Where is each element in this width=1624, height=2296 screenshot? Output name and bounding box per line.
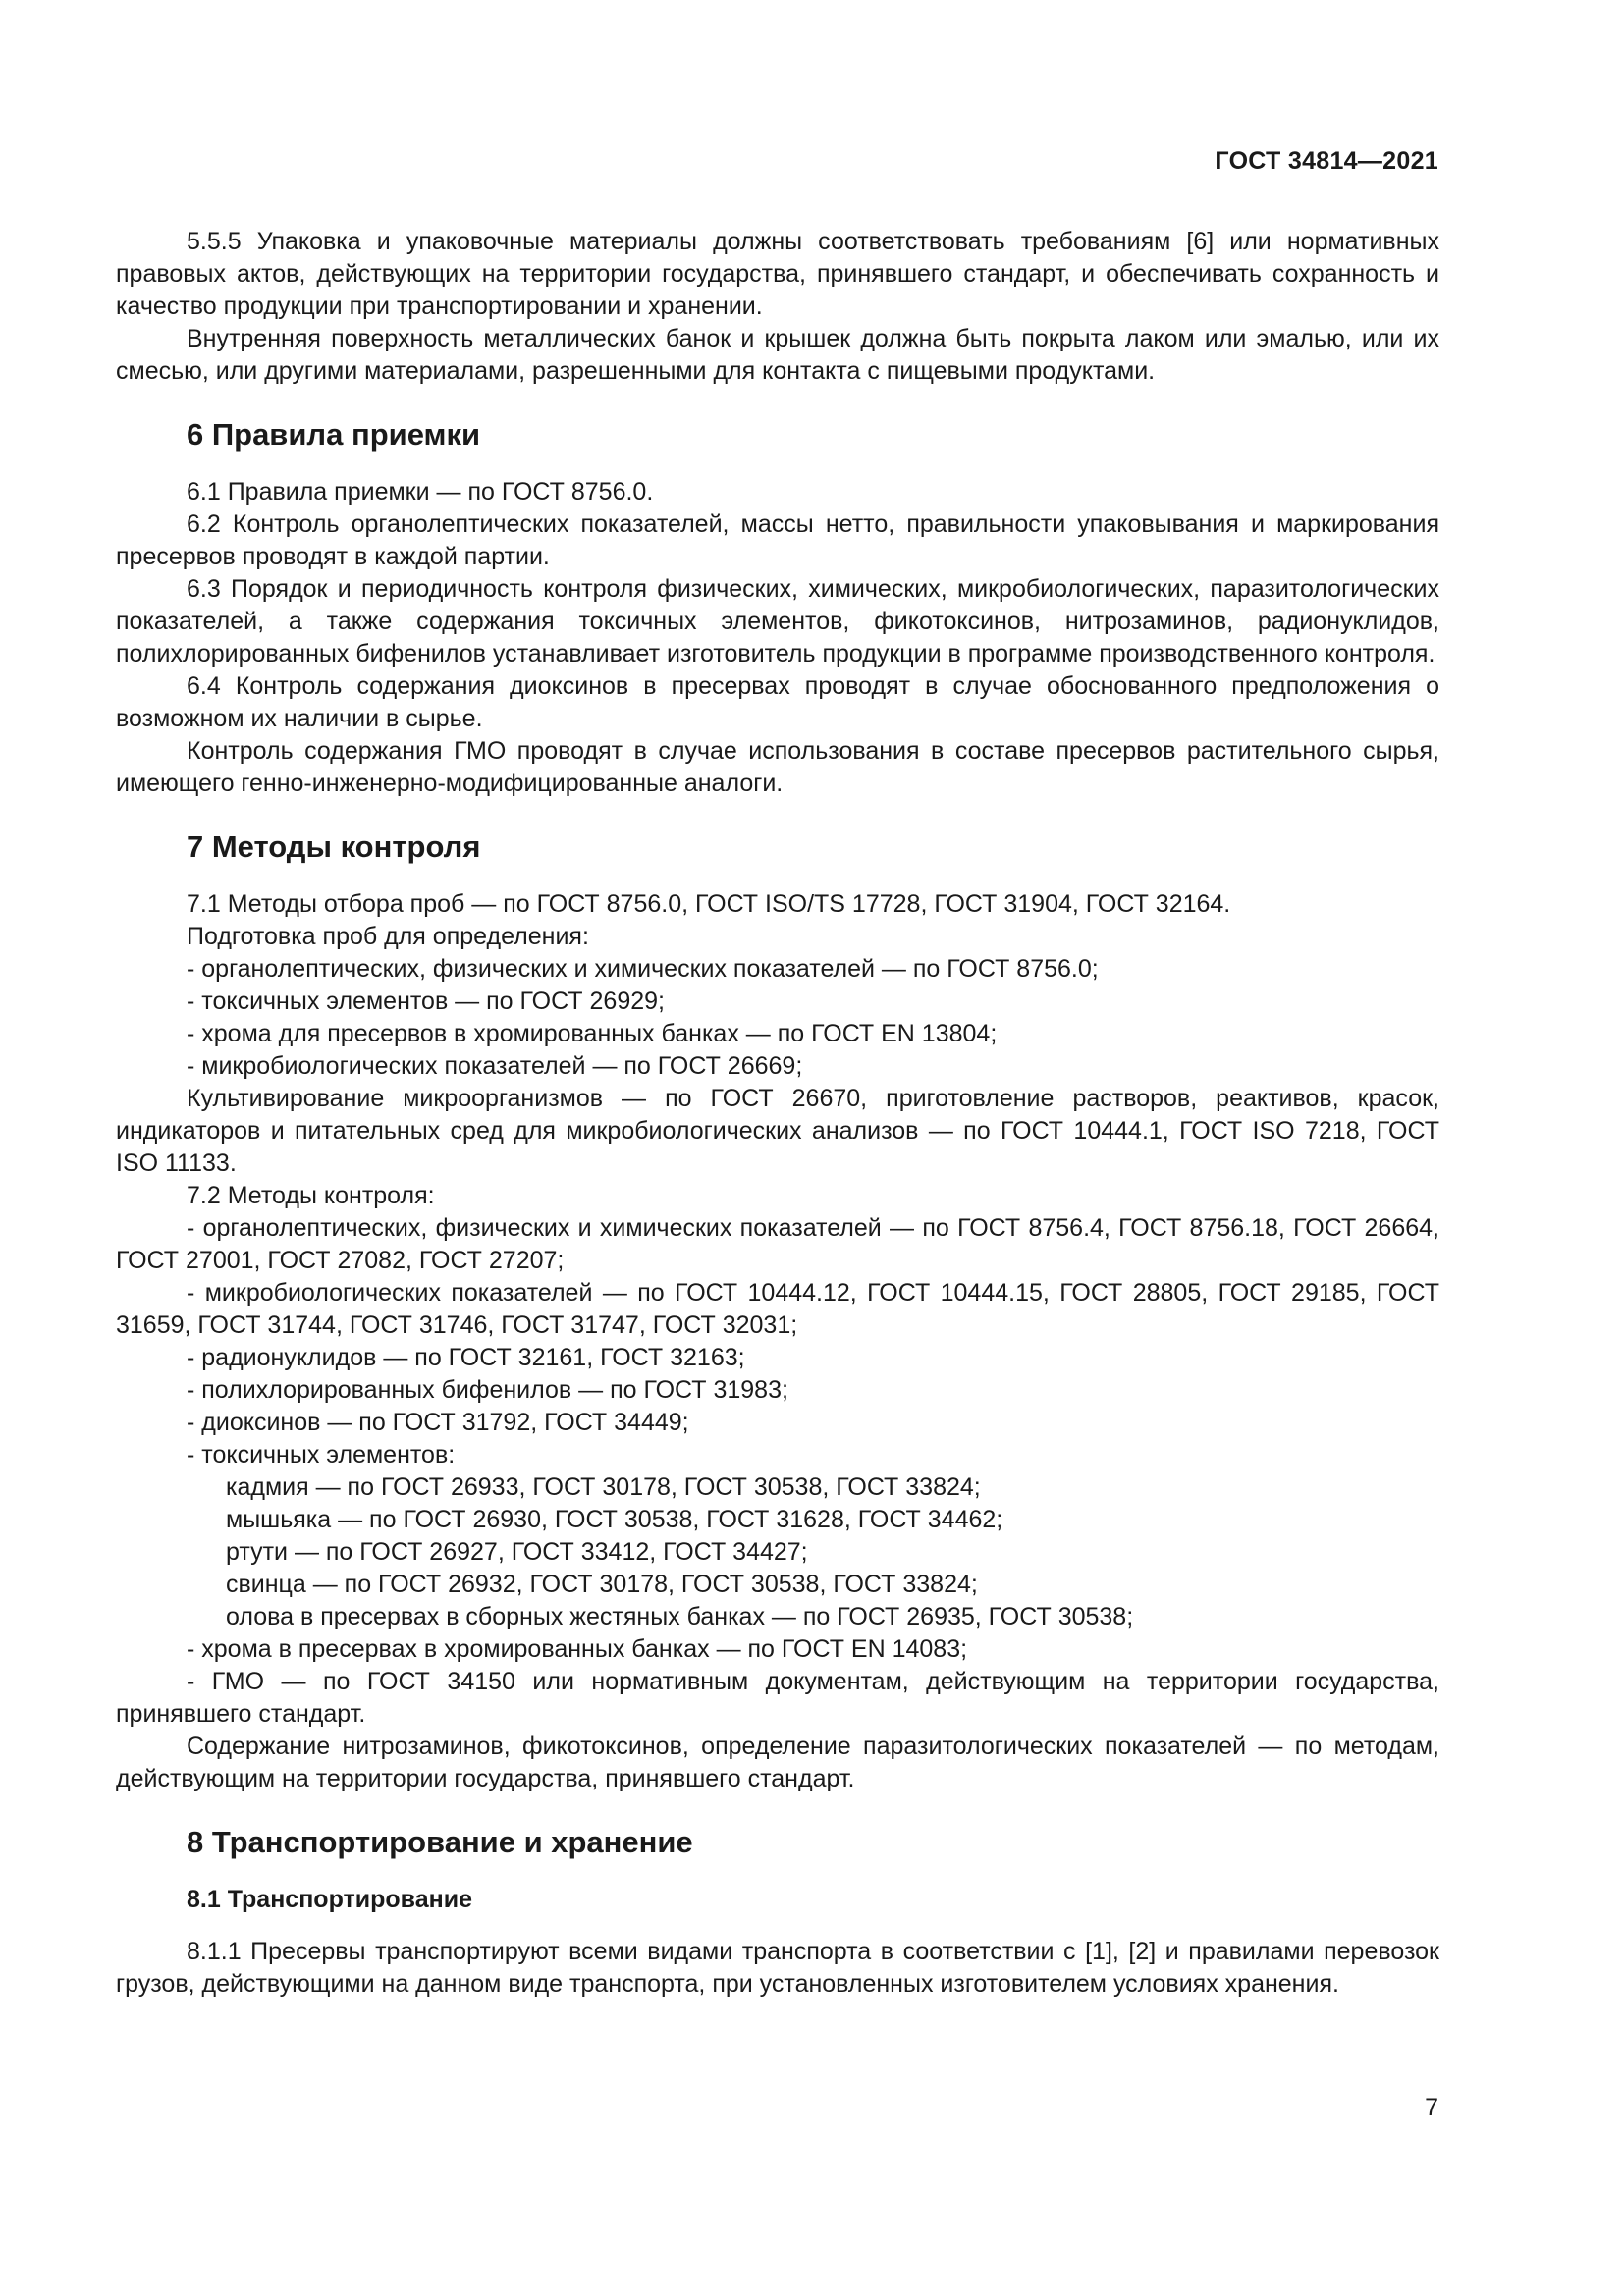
paragraph-7-2: 7.2 Методы контроля: — [187, 1182, 435, 1209]
sample-prep-intro: Подготовка проб для определения: — [187, 923, 589, 950]
paragraph-6-3: 6.3 Порядок и периодичность контроля физических, химических, микробиологических, паразитологических показателей, а также содержания токсичных элементов, фикотоксинов, нитрозаминов, радионуклидов, полихлорированных бифенилов устанавливает изготовитель продукции в программе производственного контроля. — [116, 575, 1439, 667]
section-6-heading: 6 Правила приемки — [187, 417, 481, 452]
toxic-list-item: свинца — по ГОСТ 26932, ГОСТ 30178, ГОСТ 30538, ГОСТ 33824; — [226, 1571, 978, 1598]
list-item: - радионуклидов — по ГОСТ 32161, ГОСТ 32163; — [187, 1344, 745, 1371]
paragraph-6-4: 6.4 Контроль содержания диоксинов в пресервах проводят в случае обоснованного предположения о возможном их наличии в сырье. — [116, 672, 1439, 732]
list-item: - хрома для пресервов в хромированных банках — по ГОСТ EN 13804; — [187, 1020, 998, 1047]
paragraph-6-2: 6.2 Контроль органолептических показателей, массы нетто, правильности упаковывания и маркирования пресервов проводят в каждой партии. — [116, 510, 1439, 570]
method-gmo: - ГМО — по ГОСТ 34150 или нормативным документам, действующим на территории государства, принявшего стандарт. — [116, 1668, 1439, 1728]
list-item: - полихлорированных бифенилов — по ГОСТ 31983; — [187, 1376, 788, 1404]
toxic-list-item: ртути — по ГОСТ 26927, ГОСТ 33412, ГОСТ 34427; — [226, 1538, 808, 1566]
paragraph-6-1: 6.1 Правила приемки — по ГОСТ 8756.0. — [187, 478, 654, 506]
paragraph-cultivation: Культивирование микроорганизмов — по ГОСТ 26670, приготовление растворов, реактивов, красок, индикаторов и питательных сред для микробиологических анализов — по ГОСТ 10444.1, ГОСТ ISO 7218, ГОСТ ISO 11133. — [116, 1085, 1439, 1177]
toxic-list-item: олова в пресервах в сборных жестяных банках — по ГОСТ 26935, ГОСТ 30538; — [226, 1603, 1134, 1630]
method-microbiological: - микробиологических показателей — по ГОСТ 10444.12, ГОСТ 10444.15, ГОСТ 28805, ГОСТ 29185, ГОСТ 31659, ГОСТ 31744, ГОСТ 31746, ГОСТ 31747, ГОСТ 32031; — [116, 1279, 1439, 1339]
toxic-list-item: кадмия — по ГОСТ 26933, ГОСТ 30178, ГОСТ 30538, ГОСТ 33824; — [226, 1473, 981, 1501]
list-item: - органолептических, физических и химических показателей — по ГОСТ 8756.0; — [187, 955, 1099, 983]
list-item: - хрома в пресервах в хромированных банках — по ГОСТ EN 14083; — [187, 1635, 968, 1663]
section-8-heading: 8 Транспортирование и хранение — [187, 1825, 693, 1859]
document-code: ГОСТ 34814—2021 — [1215, 147, 1438, 175]
list-item: - диоксинов — по ГОСТ 31792, ГОСТ 34449; — [187, 1409, 689, 1436]
paragraph-nitrosamines: Содержание нитрозаминов, фикотоксинов, определение паразитологических показателей — по методам, действующим на территории государства, принявшего стандарт. — [116, 1733, 1439, 1792]
toxic-list-item: мышьяка — по ГОСТ 26930, ГОСТ 30538, ГОСТ 31628, ГОСТ 34462; — [226, 1506, 1003, 1533]
section-7-heading: 7 Методы контроля — [187, 829, 481, 864]
document-body — [116, 226, 1439, 2001]
list-item: - токсичных элементов: — [187, 1441, 456, 1468]
paragraph-gmo-control: Контроль содержания ГМО проводят в случае использования в составе пресервов растительного сырья, имеющего генно-инженерно-модифицированные аналоги. — [116, 737, 1439, 797]
paragraph-7-1: 7.1 Методы отбора проб — по ГОСТ 8756.0, ГОСТ ISO/TS 17728, ГОСТ 31904, ГОСТ 32164. — [187, 890, 1231, 918]
page-number: 7 — [1425, 2094, 1438, 2121]
paragraph-inner-surface: Внутренняя поверхность металлических банок и крышек должна быть покрыта лаком или эмалью, или их смесью, или другими материалами, разрешенными для контакта с пищевыми продуктами. — [116, 325, 1439, 385]
list-item: - токсичных элементов — по ГОСТ 26929; — [187, 988, 665, 1015]
paragraph-8-1-1: 8.1.1 Пресервы транспортируют всеми видами транспорта в соответствии с [1], [2] и правилами перевозок грузов, действующими на данном виде транспорта, при установленных изготовителем условиях хранения. — [116, 1938, 1439, 1998]
list-item: - микробиологических показателей — по ГОСТ 26669; — [187, 1052, 803, 1080]
method-organoleptic: - органолептических, физических и химических показателей — по ГОСТ 8756.4, ГОСТ 8756.18, ГОСТ 26664, ГОСТ 27001, ГОСТ 27082, ГОСТ 27207; — [116, 1214, 1439, 1274]
subsection-8-1-heading: 8.1 Транспортирование — [187, 1886, 472, 1913]
paragraph-5-5-5: 5.5.5 Упаковка и упаковочные материалы должны соответствовать требованиям [6] или нормативных правовых актов, действующих на территории государства, принявшего стандарт, и обеспечивать сохранность и качество продукции при транспортировании и хранении. — [116, 228, 1439, 320]
